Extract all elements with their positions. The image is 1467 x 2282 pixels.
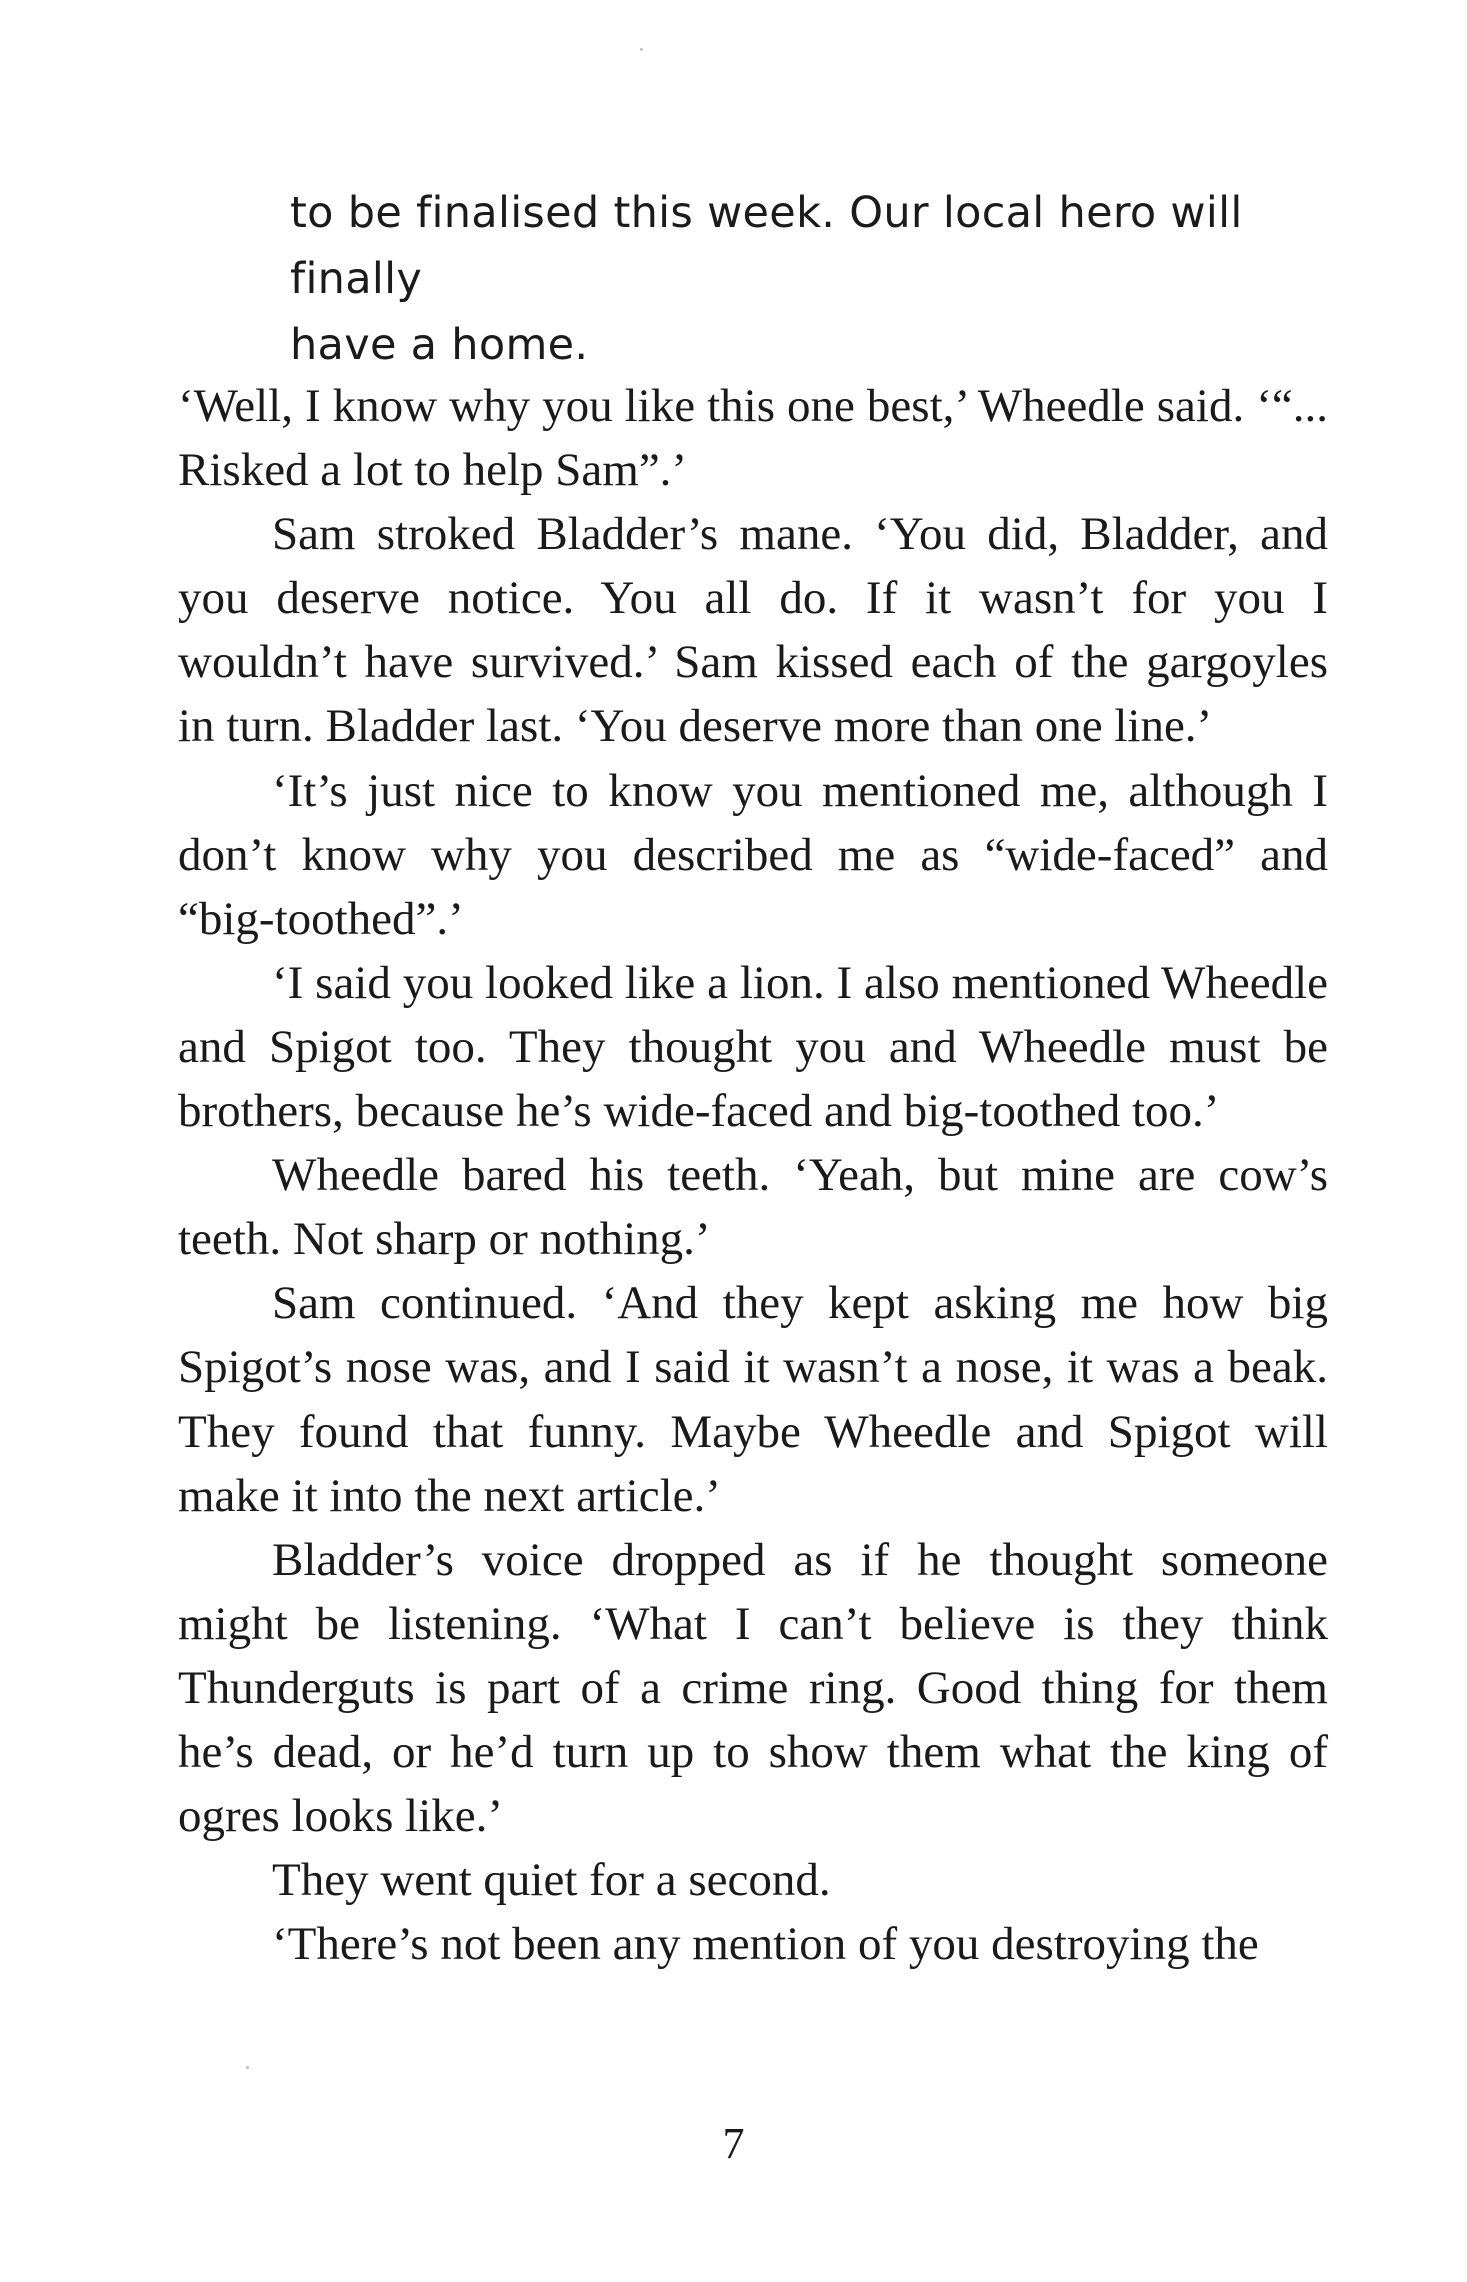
excerpt-line: to be finalised this week. Our local hero will finally <box>290 188 1243 304</box>
paragraph: Bladder’s voice dropped as if he thought someone might be listening. ‘What I can’t believe is they think Thunderguts is part of a crime ring. Good thing for them he’s dead, or he’d turn up to show them what the king of ogres looks like.’ <box>178 1533 1328 1843</box>
paragraph: They went quiet for a second. <box>272 1854 831 1907</box>
paragraph: ‘It’s just nice to know you mentioned me, although I don’t know why you described me as “wide-faced” and “big-toothed”.’ <box>178 764 1328 945</box>
body-text <box>178 374 1328 1976</box>
paragraph: Wheedle bared his teeth. ‘Yeah, but mine are cow’s teeth. Not sharp or nothing.’ <box>178 1149 1328 1266</box>
newspaper-excerpt <box>290 180 1340 378</box>
paragraph: ‘There’s not been any mention of you destroying the <box>272 1918 1259 1971</box>
paragraph: ‘Well, I know why you like this one best,’ Wheedle said. ‘“... Risked a lot to help Sam”.’ <box>178 380 1328 497</box>
scan-speck <box>640 48 643 51</box>
excerpt-line: have a home. <box>290 320 589 370</box>
scan-speck <box>246 2066 249 2069</box>
paragraph: Sam continued. ‘And they kept asking me how big Spigot’s nose was, and I said it wasn’t a nose, it was a beak. They found that funny. Maybe Wheedle and Spigot will make it into the next article.’ <box>178 1277 1328 1522</box>
paragraph: ‘I said you looked like a lion. I also mentioned Wheedle and Spigot too. They thought you and Wheedle must be brothers, because he’s wide-faced and big-toothed too.’ <box>178 956 1328 1138</box>
paragraph: Sam stroked Bladder’s mane. ‘You did, Bladder, and you deserve notice. You all do. If it wasn’t for you I wouldn’t have survived.’ Sam kissed each of the gargoyles in turn. Bladder last. ‘You deserve more than one line.’ <box>178 508 1328 753</box>
page-number: 7 <box>722 2119 745 2168</box>
